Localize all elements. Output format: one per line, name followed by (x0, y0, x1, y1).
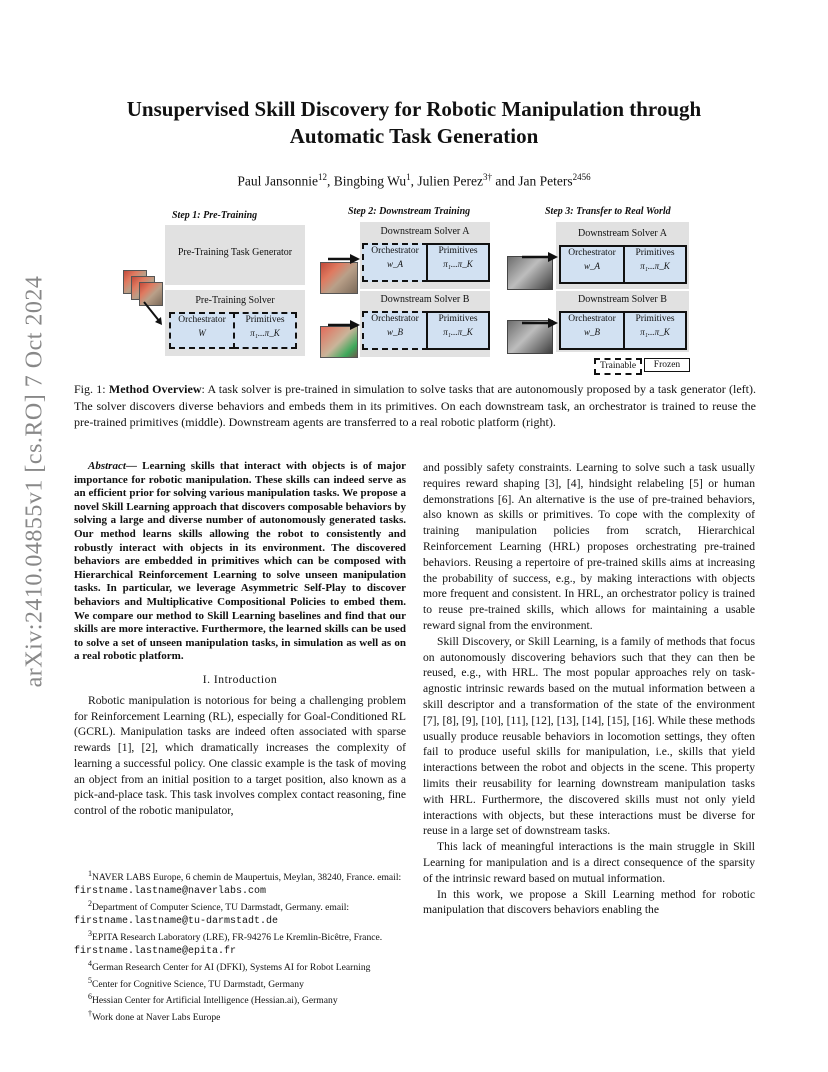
author-name: Paul Jansonnie (237, 173, 319, 189)
right-column (423, 460, 755, 918)
left-column (74, 460, 406, 819)
footnote-text: German Research Center for AI (DFKI), Systems AI for Robot Learning (92, 962, 371, 974)
arrow-icon (520, 250, 560, 264)
abstract-text: — Learning skills that interact with objects is of major importance for robotic manipulation. These skills can indeed serve as an efficient prior for solving various manipulation tasks. We propose a novel Skill Learning approach that discovers composable behaviors by solving a large and diverse number of autonomously generated tasks. Our method learns skills allowing the robot to consistently and robustly interact with objects in its environment. The discovered behaviors are embedded in primitives which can be composed with Hierarchical Reinforcement Learning to solve unseen manipulation tasks. In particular, we leverage Asymmetric Self-Play to discover behaviors and Multiplicative Compositional Policies to embed them. We compare our method to Skill Learning baselines and find that our skills are more interactive. Furthermore, the learned skills can be used to solve a set of unseen manipulation tasks, in simulation as well as on a real robotic platform. (74, 460, 406, 663)
footnote-text: NAVER LABS Europe, 6 chemin de Maupertuis, Meylan, 38240, France. email: (92, 872, 402, 884)
primitives-box (233, 312, 297, 349)
paragraph: Skill Discovery, or Skill Learning, is a family of methods that focus on autonomously discovering behaviors such that they can then be reused, e.g., with HRL. The most popular approaches rely on task-agnostic intrinsic rewards based on the mutual information between a skill descriptor and a transformation of the state of the environment [7], [8], [9], [10], [11], [12], [13], [14], [15], [16]. While these methods usually produce reusable behaviors in locomotion settings, they often fail to produce useful skills for manipulation, i.e., skills that yield interactions between the robot and objects in the scene. This property limits their reusability for learning downstream manipulation tasks with HRL. Furthermore, the discovered skills must not only yield interactions with objects, but these interactions must be diverse for reuse in a large set of downstream tasks. (423, 634, 755, 838)
author-name: Jan Peters (518, 173, 573, 189)
caption-title: Method Overview (108, 382, 202, 396)
orchestrator-box (169, 312, 235, 349)
primitives-a-box (623, 245, 687, 284)
primitives-label: Primitives (438, 314, 478, 324)
arrow-icon (520, 316, 560, 330)
author-affiliation: 12 (318, 172, 328, 182)
paper-title: Unsupervised Skill Discovery for Robotic Manipulation through Automatic Task Generation (126, 97, 702, 148)
primitives-label: Primitives (438, 246, 478, 256)
paragraph: In this work, we propose a Skill Learning method for robotic manipulation that discovers behaviors enabling the (423, 887, 755, 917)
primitives-label: Primitives (635, 248, 675, 258)
primitives-symbol: π₁...π_K (443, 259, 473, 269)
paragraph: This lack of meaningful interactions is the main struggle in Skill Learning for manipulation and is a direct consequence of the sparsity of the intrinsic reward based on mutual information. (423, 840, 755, 885)
orchestrator-label: Orchestrator (568, 248, 616, 258)
orchestrator-symbol: w_A (386, 259, 403, 269)
orchestrator-label: Orchestrator (178, 315, 226, 325)
abstract (74, 460, 406, 664)
footnote-text: EPITA Research Laboratory (LRE), FR-94276 Le Kremlin-Bicêtre, France. (92, 932, 383, 944)
orchestrator-symbol: W (198, 328, 206, 338)
primitives-label: Primitives (635, 314, 675, 324)
author-affiliation: 1 (406, 172, 411, 182)
solver-b-label: Downstream Solver B (578, 294, 667, 305)
arrow-icon (326, 318, 362, 332)
orchestrator-b-box (559, 311, 625, 350)
footnote-text: Center for Cognitive Science, TU Darmstadt, Germany (92, 978, 304, 990)
primitives-b-box (426, 311, 490, 350)
footnote-text: Department of Computer Science, TU Darmstadt, Germany. email: (92, 902, 350, 914)
step2-title: Step 2: Downstream Training (348, 206, 471, 217)
primitives-a-box (426, 243, 490, 282)
primitives-b-box (623, 311, 687, 350)
paragraph: and possibly safety constraints. Learning to solve such a task usually requires reward shaping [3], [4], hindsight relabeling [5] or human demonstrations [6]. An alternative is the use of pre-trained behaviors, also known as skills or primitives. To cope with the complexity of training manipulation policies from scratch, Hierarchical Reinforcement Learning (HRL) proposes orchestrating pre-trained behaviors. Reusing a repertoire of pre-trained skills aims at increasing the probability of success, e.g., by making interactions with objects more frequent and consistent. In HRL, an orchestrator policy is trained to reuse pre-trained skills, which allows for maintaining a usable reward signal from the environment. (423, 461, 755, 632)
orchestrator-symbol: w_B (583, 327, 600, 337)
section-heading: I. Introduction (202, 672, 278, 686)
solver-a-label: Downstream Solver A (380, 226, 470, 237)
abstract-label: Abstract (88, 460, 126, 472)
author-affiliation: 3† (482, 172, 492, 182)
footnote-email: firstname.lastname@tu-darmstadt.de (74, 915, 279, 927)
footnotes: $^1$NAVER LABS Europe, 6 chemin de Maupertuis, Meylan, 38240, France. email: firstname.lastname@naverlabs.com $^2$Department of Computer Science, TU Darmstadt, Germany. email: firstname.lastname@tu-darmstadt.de $^3$EPITA Research Laboratory (LRE), FR-94276 Le Kremlin-Bicêtre, France. firstname.lastname@epita.fr $^4$German Research Center for AI (DFKI), Systems AI for Robot Learning $^5$Center for Cognitive Science, TU Darmstadt, Germany $^6$Hessian Center for Artificial Intelligence (Hessian.ai), Germany †Work done at Naver Labs Europe (74, 869, 402, 1023)
intro-paragraph: Robotic manipulation is notorious for being a challenging problem for Reinforcement Learning (RL), especially for Goal-Conditioned RL (GCRL). Manipulation tasks are indeed often associated with sparse rewards [1], [2], which dramatically increases the complexity of learning a successful policy. One classic example is the task of moving an object from an initial position to a target position, also known as a pick-and-place task. This task involves complex contact reasoning, fine control of the robotic manipulator, (74, 693, 406, 818)
legend-frozen: Frozen (644, 358, 690, 372)
footnote-email: firstname.lastname@naverlabs.com (74, 885, 267, 897)
author-list: Paul Jansonnie$^{12}$, Bingbing Wu$^1$, Julien Perez$^{3\dagger}$ and Jan Peters$^{2456}$ (237, 172, 591, 189)
figure-caption (74, 381, 756, 431)
orchestrator-label: Orchestrator (371, 314, 419, 324)
primitives-symbol: π₁...π_K (443, 327, 473, 337)
footnote-email: firstname.lastname@epita.fr (74, 945, 237, 957)
arxiv-identifier: arXiv:2410.04855v1 [cs.RO] 7 Oct 2024 (21, 275, 48, 688)
caption-text: : A task solver is pre-trained in simulation to solve tasks that are autonomously proposed by a task generator (left). The solver discovers diverse behaviors and embeds them in its primitives. On each downstream task, an orchestrator is trained to reuse the pre-trained primitives (middle). Downstream agents are transferred to a real robotic platform (right). (74, 382, 757, 429)
author-affiliation: 2456 (572, 172, 591, 182)
arrow-icon (326, 252, 362, 266)
orchestrator-b-box (362, 311, 428, 350)
legend-trainable: Trainable (594, 358, 642, 375)
pretraining-solver-label: Pre-Training Solver (195, 295, 275, 306)
orchestrator-label: Orchestrator (371, 246, 419, 256)
solver-b-label: Downstream Solver B (380, 294, 470, 305)
step3-title: Step 3: Transfer to Real World (545, 206, 671, 217)
orchestrator-label: Orchestrator (568, 314, 616, 324)
step1-title: Step 1: Pre-Training (172, 210, 258, 221)
orchestrator-a-box (362, 243, 428, 282)
orchestrator-symbol: w_B (386, 327, 403, 337)
footnote-text: Hessian Center for Artificial Intelligence (Hessian.ai), Germany (92, 995, 338, 1007)
sim-task-a-image (320, 262, 358, 294)
orchestrator-symbol: w_A (583, 261, 600, 271)
arrow-icon (140, 300, 170, 330)
primitives-symbol: π₁...π_K (640, 327, 670, 337)
author-name: Julien Perez (417, 173, 483, 189)
solver-a-label: Downstream Solver A (578, 228, 667, 239)
footnote-text: Work done at Naver Labs Europe (92, 1011, 221, 1023)
primitives-symbol: π₁...π_K (640, 261, 670, 271)
task-generator-label: Pre-Training Task Generator (177, 247, 293, 258)
author-name: Bingbing Wu (333, 173, 407, 189)
task-generator-panel (165, 225, 305, 285)
caption-label: Fig. 1: (74, 382, 106, 396)
orchestrator-a-box (559, 245, 625, 284)
primitives-symbol: π₁...π_K (250, 328, 280, 338)
primitives-label: Primitives (245, 315, 285, 325)
